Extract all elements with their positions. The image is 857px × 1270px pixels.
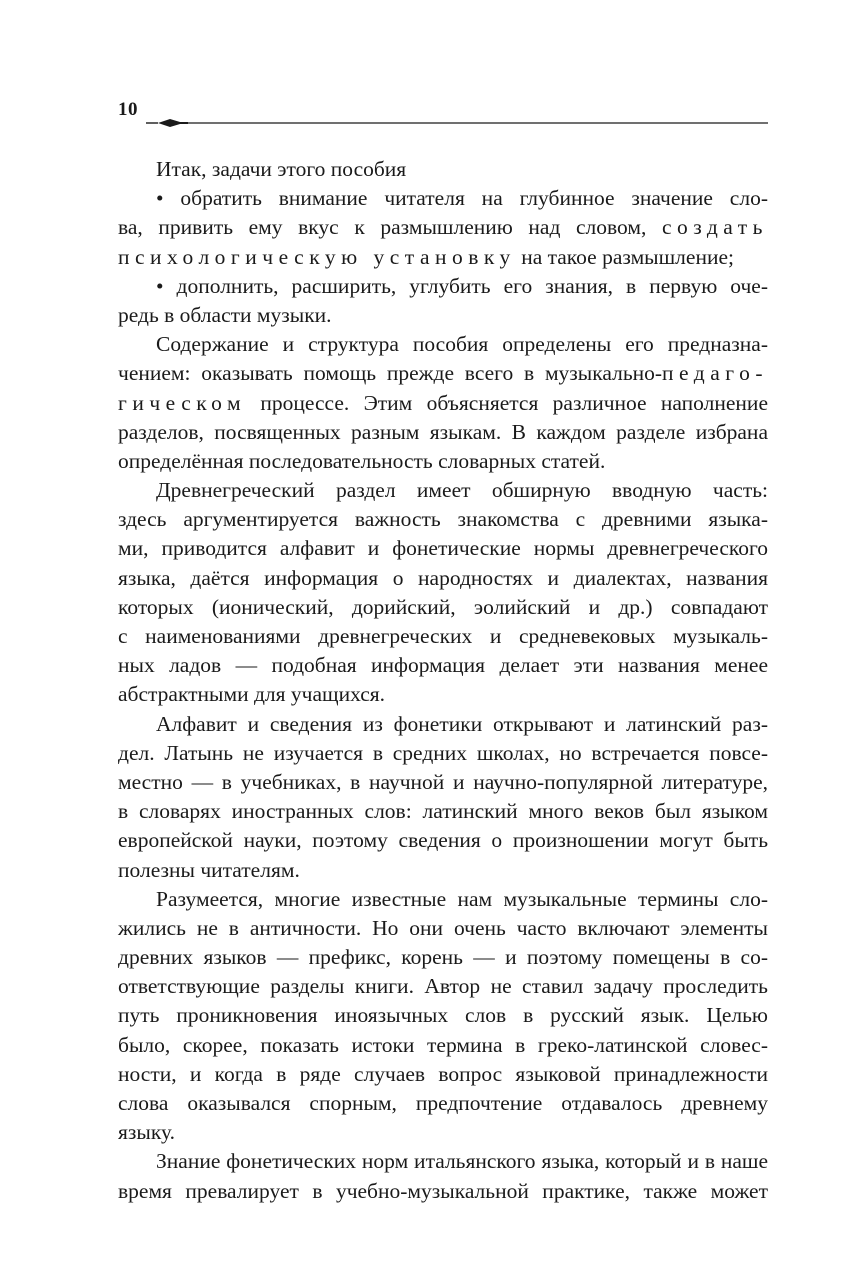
- text-line: [118, 184, 768, 213]
- text-line: [118, 710, 768, 739]
- text-line: [118, 272, 768, 301]
- text-run: путь проникновения иноязычных слов в русский язык. Целью: [118, 1003, 768, 1028]
- text-line: [118, 914, 768, 943]
- text-line: [118, 564, 768, 593]
- text-run: разделов, посвященных разным языкам. В каждом разделе избрана: [118, 419, 768, 444]
- text-run: было, скорее, показать истоки термина в греко-латинской словес-: [118, 1032, 768, 1057]
- text-run: Древнегреческий раздел имеет обширную вводную часть:: [156, 478, 768, 503]
- text-line: [118, 826, 768, 855]
- text-run: на такое размышление;: [515, 244, 734, 269]
- text-run: слова оказывался спорным, предпочтение отдавалось древнему: [118, 1091, 768, 1115]
- text-run: редь в области музыки.: [118, 302, 332, 327]
- text-line: [118, 768, 768, 797]
- text-run: Разумеется, многие известные нам музыкальные термины сло-: [156, 886, 768, 911]
- paragraph: [118, 710, 768, 885]
- paragraph: [118, 184, 768, 272]
- text-run: полезны читателям.: [118, 857, 300, 882]
- text-run: • дополнить, расширить, углубить его знания, в первую оче-: [156, 273, 768, 298]
- text-line: [118, 651, 768, 680]
- text-line: [118, 330, 768, 359]
- text-line: [118, 593, 768, 622]
- paragraph: [118, 885, 768, 1148]
- header-rule-ornament: [118, 115, 768, 129]
- text-run: Содержание и структура пособия определены его предназна-: [156, 332, 768, 357]
- text-line: [118, 1001, 768, 1030]
- text-run: которых (ионический, дорийский, эолийский и др.) совпадают: [118, 594, 768, 619]
- paragraph: [118, 1147, 768, 1205]
- text-line: [118, 885, 768, 914]
- text-line: [118, 739, 768, 768]
- text-line: [118, 359, 768, 388]
- text-line: [118, 1089, 768, 1118]
- paragraph: [118, 155, 768, 184]
- text-run: языку.: [118, 1120, 175, 1145]
- text-run: ных ладов — подобная информация делает эти названия менее: [118, 653, 768, 678]
- text-run: Алфавит и сведения из фонетики открывают и латинский раз-: [156, 711, 768, 736]
- spaced-emphasis: гическом: [118, 390, 247, 415]
- text-line: [118, 797, 768, 826]
- text-line: [118, 534, 768, 563]
- text-run: абстрактными для учащихся.: [118, 682, 386, 707]
- text-run: дел. Латынь не изучается в средних школах, но встречается повсе-: [118, 740, 768, 765]
- text-run: языка, даётся информация о народностях и диалектах, названия: [118, 565, 768, 590]
- text-run: европейской науки, поэтому сведения о произношении могут быть: [118, 828, 768, 853]
- text-run: время превалирует в учебно-музыкальной практике, также может: [118, 1178, 768, 1203]
- text-run: Итак, задачи этого пособия: [156, 157, 407, 181]
- text-run: чением: оказывать помощь прежде всего в музыкально-: [118, 361, 663, 386]
- text-line: [118, 1060, 768, 1089]
- text-line: [118, 943, 768, 972]
- paragraph: [118, 330, 768, 476]
- page-body: [118, 155, 768, 1206]
- text-run: определённая последовательность словарных статей.: [118, 448, 606, 473]
- text-line: [118, 856, 768, 885]
- text-run: здесь аргументируется важность знакомства с древними языка-: [118, 507, 768, 532]
- text-line: [118, 418, 768, 447]
- text-line: [118, 1177, 768, 1206]
- page-number: 10: [118, 99, 138, 120]
- text-line: [118, 155, 768, 184]
- spaced-emphasis: педаго-: [662, 361, 768, 386]
- text-run: в словарях иностранных слов: латинский много веков был языком: [118, 799, 768, 824]
- text-line: [118, 476, 768, 505]
- running-header: [118, 95, 768, 129]
- text-run: ности, и когда в ряде случаев вопрос языковой принадлежности: [118, 1061, 768, 1086]
- paragraph: [118, 272, 768, 330]
- text-run: древних языков — префикс, корень — и поэтому помещены в со-: [118, 945, 768, 970]
- text-run: ми, приводится алфавит и фонетические нормы древнегреческого: [118, 536, 768, 561]
- text-line: [118, 301, 768, 330]
- text-run: жились не в античности. Но они очень часто включают элементы: [118, 915, 768, 940]
- text-line: [118, 1147, 768, 1176]
- spaced-emphasis: создать: [661, 215, 768, 240]
- text-line: [118, 1118, 768, 1147]
- text-line: [118, 447, 768, 476]
- text-line: [118, 213, 768, 242]
- text-line: [118, 622, 768, 651]
- text-run: ва, привить ему вкус к размышлению над словом,: [118, 215, 662, 240]
- text-line: [118, 1031, 768, 1060]
- text-line: [118, 972, 768, 1001]
- text-line: [118, 680, 768, 709]
- paragraph: [118, 476, 768, 710]
- text-run: ответствующие разделы книги. Автор не ставил задачу проследить: [118, 974, 768, 999]
- spaced-emphasis: психологическую установку: [118, 244, 516, 269]
- text-line: [118, 389, 768, 418]
- text-run: с наименованиями древнегреческих и средневековых музыкаль-: [118, 624, 768, 648]
- text-run: местно — в учебниках, в научной и научно-популярной литературе,: [118, 769, 768, 794]
- text-run: процессе. Этим объясняется различное наполнение: [246, 390, 768, 415]
- text-line: [118, 243, 768, 272]
- text-run: Знание фонетических норм итальянского языка, который и в наше: [156, 1149, 768, 1174]
- text-line: [118, 505, 768, 534]
- text-run: • обратить внимание читателя на глубинное значение сло-: [156, 186, 768, 211]
